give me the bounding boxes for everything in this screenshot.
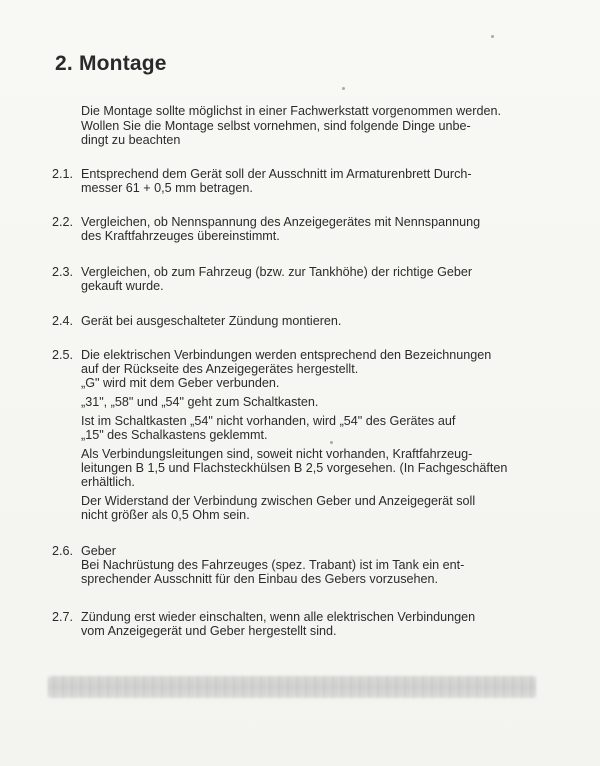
section-line: Der Widerstand der Verbindung zwischen Geber und Anzeigegerät soll [81, 494, 476, 508]
section-line: Entsprechend dem Gerät soll der Ausschnitt im Armaturenbrett Durch- [81, 167, 472, 181]
scan-speck [342, 87, 345, 90]
blurred-footer-smudge [48, 676, 536, 698]
section-line: Als Verbindungsleitungen sind, soweit nicht vorhanden, Kraftfahrzeug- [81, 447, 473, 461]
section-number: 2.6. [52, 544, 74, 558]
section-body [81, 544, 546, 586]
section-line: Bei Nachrüstung des Fahrzeuges (spez. Trabant) ist im Tank ein ent- [81, 558, 465, 572]
intro-line: Wollen Sie die Montage selbst vornehmen, sind folgende Dinge unbe- [81, 118, 471, 133]
section-number: 2.7. [52, 610, 74, 624]
section-line: nicht größer als 0,5 Ohm sein. [81, 508, 250, 522]
section-paragraph [81, 494, 546, 522]
section-line: gekauft wurde. [81, 279, 164, 293]
section-line: des Kraftfahrzeuges übereinstimmt. [81, 229, 280, 243]
scan-speck [330, 441, 333, 444]
section-line: Vergleichen, ob zum Fahrzeug (bzw. zur Tankhöhe) der richtige Geber [81, 265, 473, 279]
section-line: „31", „58" und „54" geht zum Schaltkasten. [81, 395, 319, 409]
section-line: Die elektrischen Verbindungen werden entsprechend den Bezeichnungen [81, 348, 492, 362]
section-paragraph [81, 414, 546, 442]
section-number: 2.1. [52, 167, 74, 181]
section-line: sprechender Ausschnitt für den Einbau des Gebers vorzusehen. [81, 572, 439, 586]
section-body [81, 215, 546, 243]
section-line: Vergleichen, ob Nennspannung des Anzeigegerätes mit Nennspannung [81, 215, 481, 229]
intro-paragraph [81, 104, 541, 148]
section-number: 2.2. [52, 215, 74, 229]
section-line: „15" des Schalkastens geklemmt. [81, 428, 268, 442]
section-body [81, 167, 546, 195]
intro-line: dingt zu beachten [81, 133, 181, 147]
section-paragraph [81, 447, 546, 489]
intro-line: Die Montage sollte möglichst in einer Fachwerkstatt vorgenommen werden. [81, 104, 501, 118]
section-line: Ist im Schaltkasten „54" nicht vorhanden, wird „54" des Gerätes auf [81, 414, 456, 428]
section-line: vom Anzeigegerät und Geber hergestellt sind. [81, 624, 337, 638]
section-body [81, 265, 546, 293]
section-body [81, 610, 546, 638]
section-number: 2.4. [52, 314, 74, 328]
section-number: 2.3. [52, 265, 74, 279]
section-line: erhältlich. [81, 475, 135, 489]
section-line: leitungen B 1,5 und Flachsteckhülsen B 2,5 vorgesehen. (In Fachgeschäften [81, 461, 508, 475]
page-title: 2. Montage [55, 52, 167, 75]
section-line: auf der Rückseite des Anzeigegerätes hergestellt. [81, 362, 359, 376]
section-line: Zündung erst wieder einschalten, wenn alle elektrischen Verbindungen [81, 610, 476, 624]
section-paragraph [81, 348, 546, 390]
section-number: 2.5. [52, 348, 74, 362]
section-paragraph [81, 395, 546, 409]
section-line: Gerät bei ausgeschalteter Zündung montieren. [81, 314, 342, 328]
section-body [81, 348, 546, 522]
section-subheading: Geber [81, 544, 117, 558]
section-line: „G" wird mit dem Geber verbunden. [81, 376, 280, 390]
section-body [81, 314, 546, 328]
section-line: messer 61 + 0,5 mm betragen. [81, 181, 253, 195]
scan-speck [491, 35, 494, 38]
